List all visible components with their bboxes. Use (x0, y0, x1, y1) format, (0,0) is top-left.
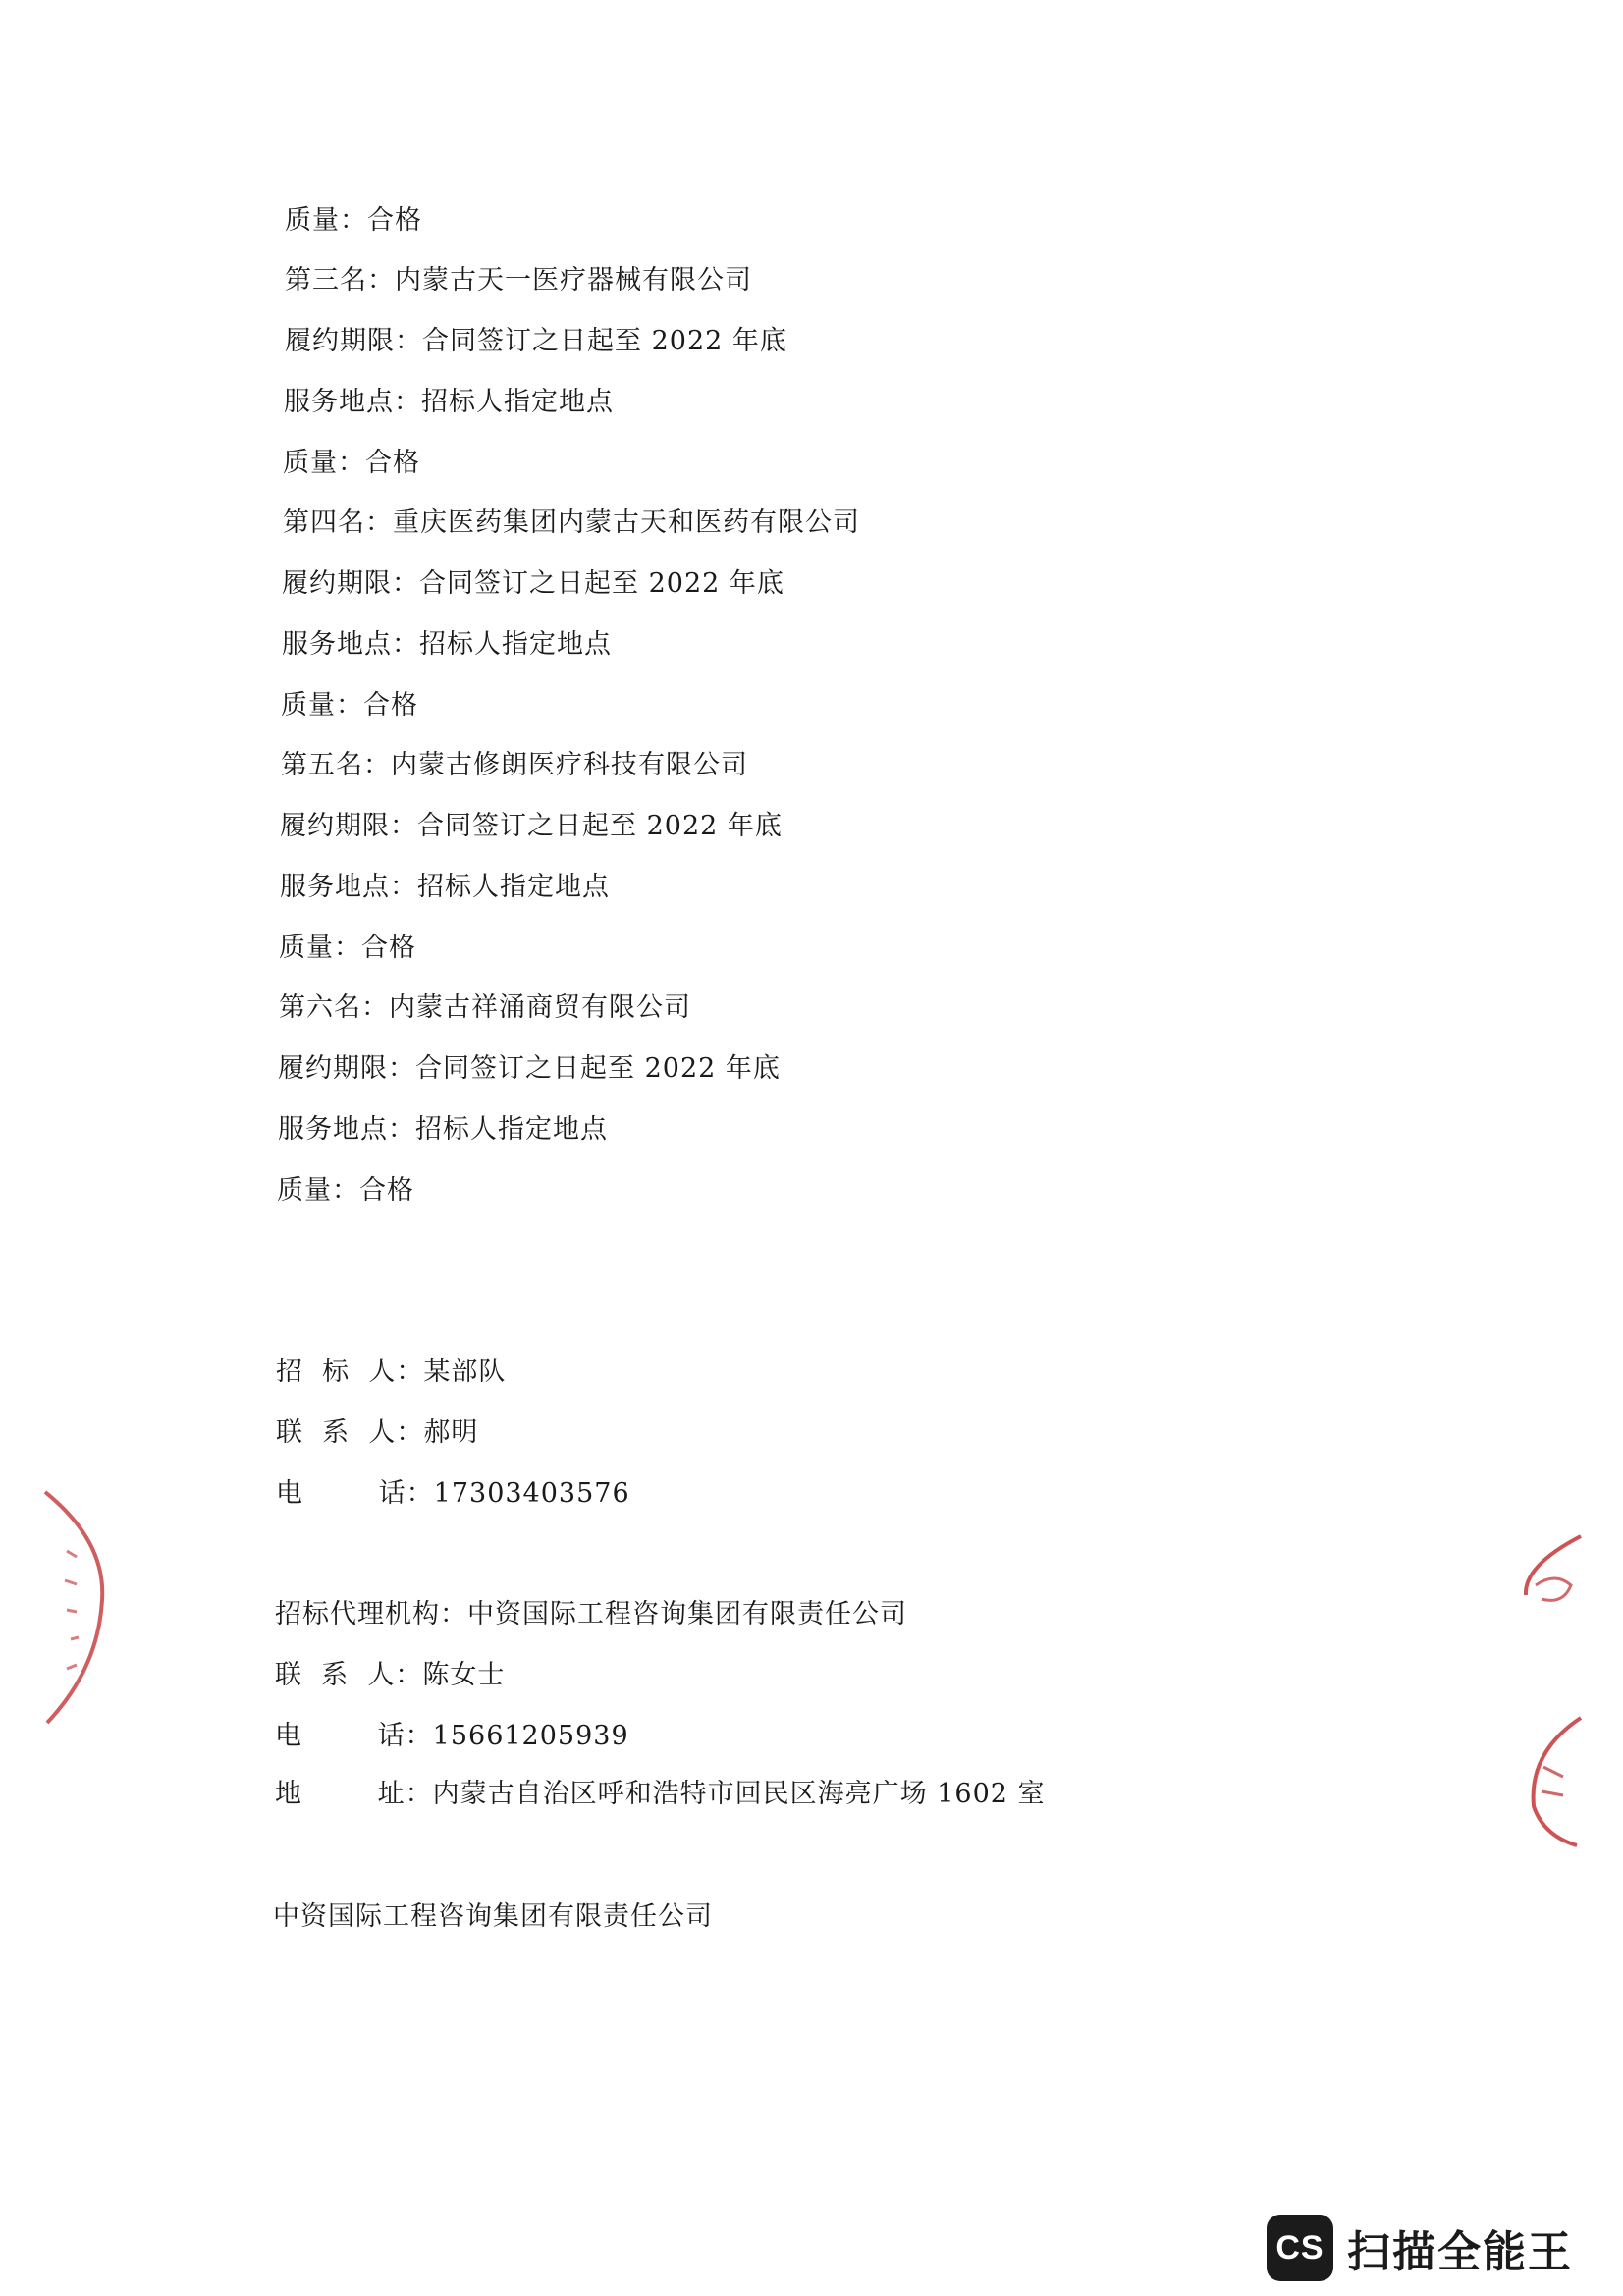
award-line: 服务地点：招标人指定地点 (280, 872, 610, 902)
seal-stamp-left (37, 1472, 116, 1728)
tenderer-phone: 电 话：17303403576 (276, 1478, 630, 1509)
scanner-watermark (1267, 2214, 1573, 2282)
award-line: 质量：合格 (277, 1175, 414, 1205)
award-line: 服务地点：招标人指定地点 (278, 1114, 608, 1145)
tenderer-name: 招 标 人：某部队 (276, 1357, 507, 1387)
seal-stamp-right (1514, 1526, 1583, 1850)
award-line: 第六名：内蒙古祥涌商贸有限公司 (279, 992, 691, 1023)
award-line: 履约期限：合同签订之日起至 2022 年底 (280, 811, 783, 841)
award-line: 履约期限：合同签订之日起至 2022 年底 (282, 568, 784, 599)
watermark-text: 扫描全能王 (1347, 2227, 1573, 2277)
award-line: 第四名：重庆医药集团内蒙古天和医药有限公司 (283, 507, 860, 538)
agency-name: 招标代理机构：中资国际工程咨询集团有限责任公司 (275, 1599, 907, 1629)
award-line: 第五名：内蒙古修朗医疗科技有限公司 (281, 750, 748, 780)
award-line: 服务地点：招标人指定地点 (284, 387, 614, 417)
award-line: 服务地点：招标人指定地点 (282, 629, 612, 660)
agency-address: 地 址：内蒙古自治区呼和浩特市回民区海亮广场 1602 室 (275, 1779, 1046, 1809)
tenderer-contact: 联 系 人：郝明 (276, 1417, 479, 1448)
award-line: 履约期限：合同签订之日起至 2022 年底 (278, 1053, 781, 1084)
award-line: 质量：合格 (279, 933, 416, 963)
camscanner-logo-icon: CS (1267, 2215, 1333, 2281)
agency-phone: 电 话：15661205939 (275, 1721, 629, 1751)
signature-company: 中资国际工程咨询集团有限责任公司 (273, 1901, 713, 1932)
agency-contact: 联 系 人：陈女士 (275, 1660, 506, 1690)
award-line: 第三名：内蒙古天一医疗器械有限公司 (285, 265, 752, 295)
award-line: 质量：合格 (281, 690, 418, 721)
award-line: 履约期限：合同签订之日起至 2022 年底 (285, 326, 787, 356)
award-line: 质量：合格 (285, 205, 422, 236)
award-line: 质量：合格 (283, 448, 420, 478)
